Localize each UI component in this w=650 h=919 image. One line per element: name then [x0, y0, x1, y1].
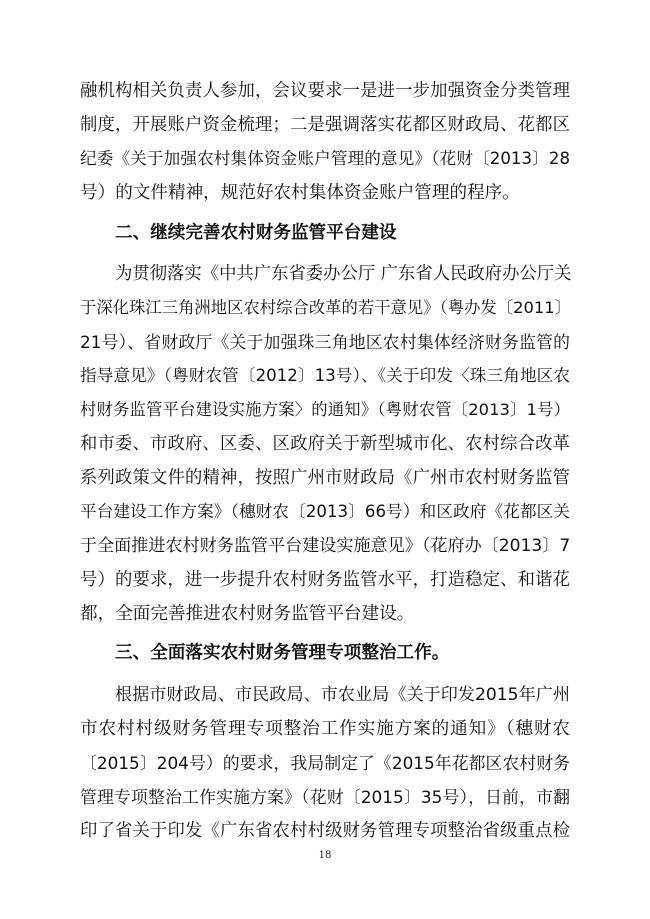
body-text-line: 管理专项整治工作实施方案》（花财〔2015〕35号），日前，市翻	[80, 787, 570, 807]
body-text-line: 于全面推进农村财务监管平台建设实施意见》（花府办〔2013〕7	[80, 536, 571, 556]
body-text-line: 系列政策文件的精神，按照广州市财政局《广州市农村财务监管	[80, 468, 570, 488]
body-text-line: 平台建设工作方案》（穗财农〔2013〕66号）和区政府《花都区关	[80, 502, 570, 521]
body-text-line: 印了省关于印发《广东省农村村级财务管理专项整治省级重点检	[80, 821, 570, 841]
body-text-line: 和市委、市政府、区委、区政府关于新型城市化、农村综合改革	[80, 434, 570, 454]
body-text-line: 都，全面完善推进农村财务监管平台建设。	[80, 604, 415, 624]
body-text-line: 号）的文件精神，规范好农村集体资金账户管理的程序。	[80, 183, 520, 203]
body-text-line: 〔2015〕204号）的要求，我局制定了《2015年花都区农村财务	[80, 753, 570, 773]
body-text-line: 为贯彻落实《中共广东省委办公厅 广东省人民政府办公厅关	[115, 264, 572, 284]
body-text-line: 村财务监管平台建设实施方案〉的通知》（粤财农管〔2013〕1号）	[80, 400, 570, 419]
body-text-line: 指导意见》（粤财农管〔2012〕13号）、《关于印发〈珠三角地区农	[80, 366, 570, 385]
body-text-line: 纪委《关于加强农村集体资金账户管理的意见》（花财〔2013〕28	[80, 149, 570, 168]
body-text-line: 市农村村级财务管理专项整治工作实施方案的通知》（穗财农	[80, 719, 570, 739]
section-heading: 三、全面落实农村财务管理专项整治工作。	[115, 643, 450, 663]
body-text-line: 融机构相关负责人参加，会议要求一是进一步加强资金分类管理	[80, 81, 570, 101]
page-number: 18	[318, 850, 332, 861]
body-text-line: 号）的要求，进一步提升农村财务监管水平，打造稳定、和谐花	[80, 570, 570, 590]
body-text-line: 21号）、省财政厅《关于加强珠三角地区农村集体经济财务监管的	[80, 332, 570, 352]
body-text-line: 根据市财政局、市民政局、市农业局《关于印发2015年广州	[115, 685, 570, 705]
section-heading: 二、继续完善农村财务监管平台建设	[115, 223, 397, 243]
body-text-line: 于深化珠江三角洲地区农村综合改革的若干意见》（粤办发〔2011〕	[80, 298, 572, 317]
body-text-line: 制度，开展账户资金梳理；二是强调落实花都区财政局、花都区	[80, 115, 570, 135]
